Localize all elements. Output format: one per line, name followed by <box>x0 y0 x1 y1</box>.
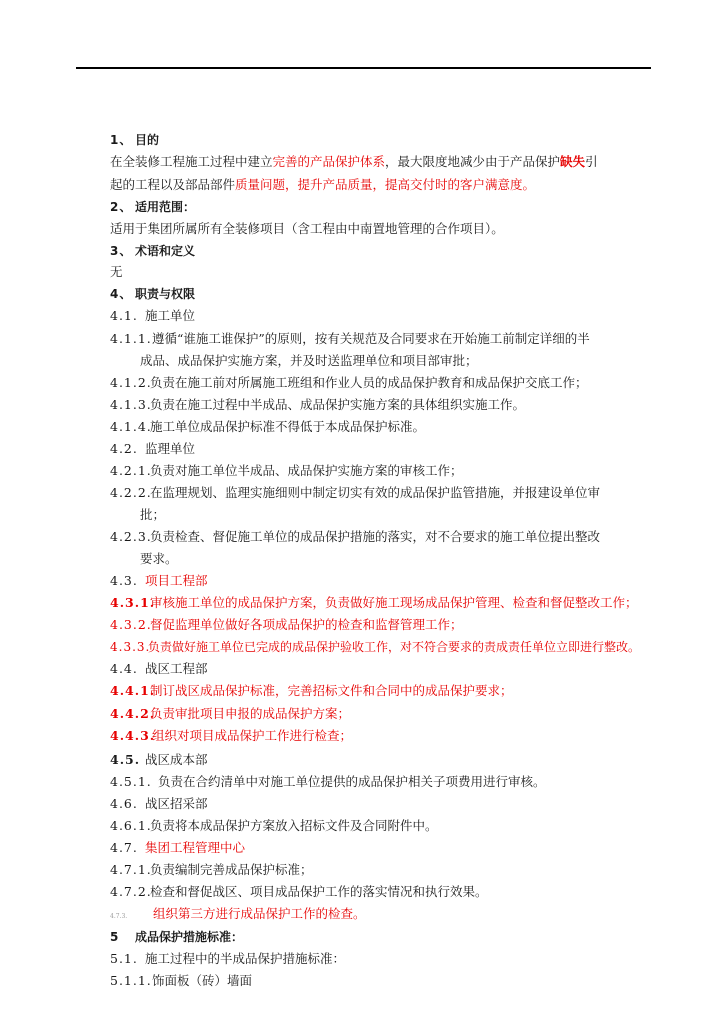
subsection-number: 4.1. <box>110 308 138 323</box>
clause-4-1-2 <box>110 373 588 393</box>
clause-number: 4.1.3. <box>110 397 152 412</box>
clause-text: 遵循“谁施工谁保护”的原则，按有关规范及合同要求在开始施工前制定详细的半 <box>152 331 590 346</box>
clause-text: 负责在合约清单中对施工单位提供的成品保护相关子项费用进行审核。 <box>158 774 546 789</box>
subsection-4-1-heading <box>110 306 195 326</box>
subsection-title: 集团工程管理中心 <box>145 840 246 855</box>
clause-number: 4.2.3. <box>110 529 152 544</box>
clause-text: 负责编制完善成品保护标准； <box>150 862 313 877</box>
clause-text: 审核施工单位的成品保护方案，负责做好施工现场成品保护管理、检查和督促整改工作； <box>150 595 638 610</box>
clause-number: 4.5.1. <box>110 774 152 789</box>
clause-5-1-1 <box>110 971 252 991</box>
clause-text: 负责对施工单位半成品、成品保护实施方案的审核工作； <box>150 463 463 478</box>
clause-4-7-3 <box>110 904 366 924</box>
clause-text: 制订战区成品保护标准，完善招标文件和合同中的成品保护要求； <box>150 683 513 698</box>
clause-number: 4.1.4. <box>110 419 152 434</box>
clause-4-2-1 <box>110 461 463 481</box>
clause-text: 督促监理单位做好各项成品保护的检查和监督管理工作； <box>150 617 463 632</box>
clause-4-3-1 <box>110 593 638 613</box>
clause-number: 5.1.1. <box>110 973 152 988</box>
clause-4-6-1 <box>110 816 438 836</box>
subsection-title: 施工过程中的半成品保护措施标准： <box>145 951 346 966</box>
clause-4-7-2 <box>110 882 488 902</box>
clause-text: 检查和督促战区、项目成品保护工作的落实情况和执行效果。 <box>150 884 488 899</box>
subsection-number: 4.5. <box>110 752 141 767</box>
clause-number: 4.3.3. <box>110 640 151 654</box>
clause-number: 4.2.2. <box>110 485 152 500</box>
clause-number: 4.7.2. <box>110 884 152 899</box>
subsection-title: 监理单位 <box>145 441 196 456</box>
clause-number: 4.4.3. <box>110 728 156 743</box>
clause-4-2-3-continued: 要求。 <box>140 551 178 566</box>
section-3-heading <box>110 241 195 261</box>
clause-text: 组织对项目成品保护工作进行检查； <box>152 728 353 743</box>
subsection-title: 项目工程部 <box>145 573 208 588</box>
clause-4-2-3 <box>110 527 600 547</box>
clause-number: 4.2.1. <box>110 463 152 478</box>
section-title: 职责与权限 <box>135 287 196 301</box>
clause-4-1-4 <box>110 417 425 437</box>
section-number: 4、 <box>110 287 133 301</box>
clause-text: 饰面板（砖）墙面 <box>152 973 253 988</box>
subsection-4-2-heading <box>110 439 195 459</box>
section-number: 2、 <box>110 200 133 214</box>
section-number: 5 <box>110 930 120 944</box>
subsection-number: 4.7. <box>110 840 138 855</box>
highlight-text: 质量问题，提升产品质量，提高交付时的客户满意度。 <box>235 177 536 192</box>
clause-number: 4.1.1. <box>110 331 152 346</box>
clause-4-1-1 <box>110 329 590 349</box>
subsection-number: 4.3. <box>110 573 138 588</box>
clause-4-1-1-continued: 成品、成品保护实施方案，并及时送监理单位和项目部审批； <box>140 353 478 368</box>
text-run: ，最大限度地减少由于产品保护 <box>385 154 561 169</box>
clause-text: 负责在施工过程中半成品、成品保护实施方案的具体组织实施工作。 <box>150 397 526 412</box>
section-4-heading <box>110 284 195 304</box>
section-1-heading <box>110 130 159 150</box>
text-run: 起的工程以及部品部件 <box>110 177 236 192</box>
section-1-paragraph-line-1 <box>110 152 598 172</box>
clause-4-4-1 <box>110 681 513 701</box>
clause-text: 组织第三方进行成品保护工作的检查。 <box>153 906 366 921</box>
clause-4-4-3 <box>110 726 352 746</box>
section-1-paragraph-line-2 <box>110 175 535 195</box>
clause-4-2-2-continued: 批； <box>140 507 166 522</box>
section-5-heading <box>110 927 243 947</box>
subsection-number: 4.4. <box>110 661 138 676</box>
section-3-paragraph: 无 <box>110 264 123 279</box>
subsection-4-4-heading <box>110 659 208 679</box>
header-rule <box>76 67 651 69</box>
subsection-4-3-heading <box>110 571 208 591</box>
clause-text: 负责做好施工单位已完成的成品保护验收工作，对不符合要求的责成责任单位立即进行整改。 <box>148 640 641 654</box>
subsection-4-5-heading <box>110 750 208 770</box>
clause-number: 4.4.1. <box>110 683 156 698</box>
subsection-number: 5.1. <box>110 951 138 966</box>
clause-4-1-3 <box>110 395 525 415</box>
clause-text: 负责在施工前对所属施工班组和作业人员的成品保护教育和成品保护交底工作； <box>150 375 588 390</box>
clause-text: 负责审批项目申报的成品保护方案； <box>150 706 351 721</box>
text-run: 引 <box>585 154 598 169</box>
section-2-heading <box>110 197 195 217</box>
clause-text: 在监理规划、监理实施细则中制定切实有效的成品保护监管措施，并报建设单位审 <box>150 485 601 500</box>
clause-text: 负责检查、督促施工单位的成品保护措施的落实，对不合要求的施工单位提出整改 <box>150 529 601 544</box>
clause-number: 4.4.2. <box>110 706 156 721</box>
subsection-number: 4.2. <box>110 441 138 456</box>
clause-number: 4.7.3. <box>110 913 128 920</box>
subsection-title: 施工单位 <box>145 308 196 323</box>
clause-number: 4.7.1. <box>110 862 152 877</box>
text-run: 在全装修工程施工过程中建立 <box>110 154 273 169</box>
clause-text: 负责将本成品保护方案放入招标文件及合同附件中。 <box>150 818 438 833</box>
clause-text: 施工单位成品保护标准不得低于本成品保护标准。 <box>150 419 426 434</box>
clause-4-3-2 <box>110 615 463 635</box>
subsection-title: 战区工程部 <box>145 661 208 676</box>
section-number: 1、 <box>110 133 133 147</box>
section-2-paragraph: 适用于集团所属所有全装修项目（含工程由中南置地管理的合作项目）。 <box>110 221 504 236</box>
clause-number: 4.3.2. <box>110 617 152 632</box>
section-title: 成品保护措施标准： <box>135 930 244 944</box>
highlight-text: 完善的产品保护体系 <box>272 154 386 169</box>
subsection-title: 战区成本部 <box>145 752 208 767</box>
section-title: 术语和定义 <box>135 244 196 258</box>
clause-4-4-2 <box>110 704 350 724</box>
clause-number: 4.1.2. <box>110 375 152 390</box>
clause-number: 4.3.1. <box>110 595 156 610</box>
section-title: 目的 <box>135 133 160 147</box>
clause-4-5-1 <box>110 772 546 792</box>
subsection-4-7-heading <box>110 838 245 858</box>
clause-4-7-1 <box>110 860 313 880</box>
clause-4-3-3 <box>110 637 640 657</box>
subsection-number: 4.6. <box>110 796 138 811</box>
subsection-5-1-heading <box>110 949 345 969</box>
highlight-bold-text: 缺失 <box>560 154 586 169</box>
clause-4-2-2 <box>110 483 600 503</box>
subsection-4-6-heading <box>110 794 208 814</box>
clause-number: 4.6.1. <box>110 818 152 833</box>
subsection-title: 战区招采部 <box>145 796 208 811</box>
section-title: 适用范围： <box>135 200 196 214</box>
section-number: 3、 <box>110 244 133 258</box>
